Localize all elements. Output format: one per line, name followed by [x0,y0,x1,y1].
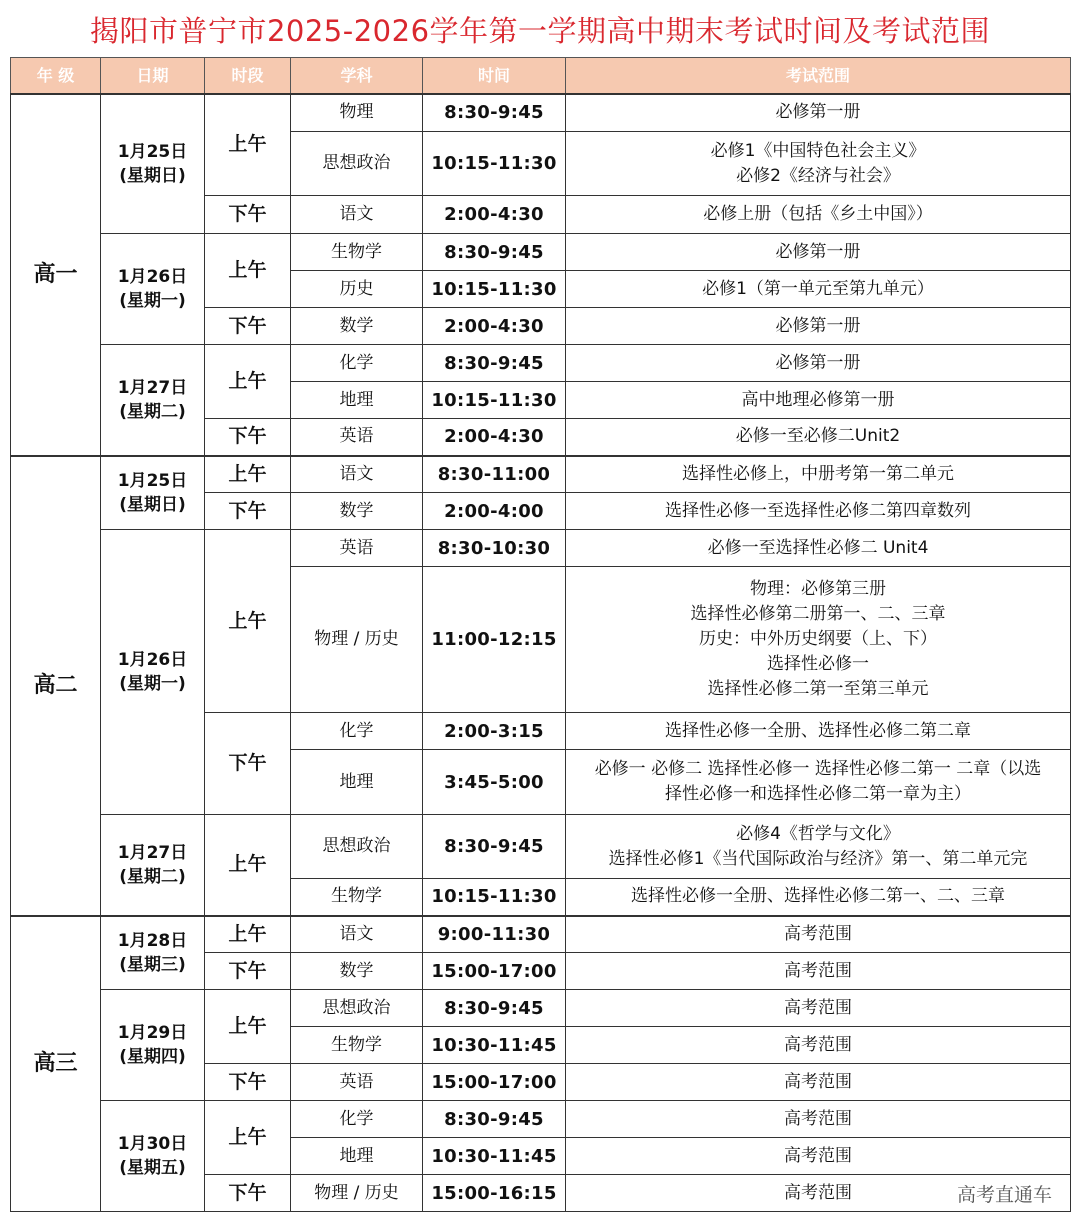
scope-cell [566,1101,1071,1138]
scope-line: 高考范围 [784,923,852,944]
scope-line: 高考范围 [784,1071,852,1092]
scope-line: 必修第一册 [775,352,861,373]
scope-cell [566,567,1071,713]
scope-cell [566,456,1071,493]
date-cell [101,94,205,234]
scope-cell [566,382,1071,419]
scope-line: 必修一至选择性必修二 Unit4 [707,537,929,558]
weekday-text: (星期二) [119,866,186,887]
grade-cell: 高三 [11,916,101,1212]
date-text: 1月27日 [117,377,188,398]
period-cell: 上午 [205,530,291,713]
header-subject: 学科 [291,58,423,94]
scope-line: 选择性必修一全册、选择性必修二第二章 [665,720,971,741]
date-text: 1月30日 [117,1134,188,1154]
header-time: 时间 [423,58,566,94]
period-cell: 下午 [205,713,291,815]
date-text: 1月28日 [117,930,188,951]
time-cell: 8:30-9:45 [423,1101,566,1138]
subject-cell: 生物学 [291,234,423,271]
subject-cell: 化学 [291,713,423,750]
scope-line: 物理：必修第三册 [750,579,886,599]
scope-line: 选择性必修1《当代国际政治与经济》第一、第二单元完 [608,848,1028,869]
subject-cell: 生物学 [291,879,423,916]
time-cell: 10:15-11:30 [423,132,566,196]
time-cell: 2:00-4:30 [423,196,566,234]
period-cell: 上午 [205,94,291,196]
date-text: 1月29日 [117,1023,188,1043]
time-cell: 8:30-9:45 [423,94,566,132]
scope-cell [566,132,1071,196]
exam-schedule-table [10,57,1071,1212]
scope-line: 选择性必修一至选择性必修二第四章数列 [665,500,971,521]
scope-cell [566,953,1071,990]
subject-cell: 语文 [291,916,423,953]
date-cell [101,1101,205,1212]
time-cell: 11:00-12:15 [423,567,566,713]
grade-group [11,916,1071,1212]
time-cell: 15:00-17:00 [423,1064,566,1101]
weekday-text: (星期日) [119,165,186,186]
scope-line: 高考范围 [784,960,852,981]
scope-cell [566,530,1071,567]
subject-cell: 历史 [291,271,423,308]
watermark-text: 高考直通车 [956,1184,1052,1206]
grade-group [11,456,1071,916]
scope-line: 必修第一册 [775,315,861,336]
scope-cell [566,879,1071,916]
subject-cell: 化学 [291,345,423,382]
period-cell: 下午 [205,308,291,345]
date-text: 1月26日 [117,267,188,287]
subject-cell: 思想政治 [291,132,423,196]
time-cell: 2:00-4:30 [423,419,566,456]
table-row [11,456,1071,493]
scope-cell [566,815,1071,879]
weekday-text: (星期二) [119,401,186,422]
header-period: 时段 [205,58,291,94]
time-cell: 9:00-11:30 [423,916,566,953]
subject-cell: 英语 [291,530,423,567]
time-cell: 10:15-11:30 [423,382,566,419]
time-cell: 15:00-16:15 [423,1175,566,1212]
scope-line: 必修4《哲学与文化》 [736,823,900,844]
scope-cell [566,1064,1071,1101]
time-cell: 8:30-10:30 [423,530,566,567]
scope-line: 选择性必修第二册第一、二、三章 [690,604,946,624]
time-cell: 3:45-5:00 [423,750,566,815]
table-row [11,990,1071,1027]
scope-line: 高考范围 [784,1182,852,1203]
scope-line: 选择性必修一全册、选择性必修二第一、二、三章 [631,886,1005,907]
scope-line: 必修一 必修二 选择性必修一 选择性必修二第一 二章（以选 [594,759,1042,779]
date-cell [101,916,205,990]
time-cell: 2:00-4:30 [423,308,566,345]
scope-cell [566,308,1071,345]
scope-cell [566,750,1071,815]
subject-cell: 英语 [291,1064,423,1101]
subject-cell: 地理 [291,1138,423,1175]
header-row [11,58,1071,94]
scope-line: 必修1（第一单元至第九单元） [702,278,934,299]
scope-cell [566,419,1071,456]
subject-cell: 英语 [291,419,423,456]
scope-line: 选择性必修上，中册考第一第二单元 [682,463,954,484]
subject-cell: 地理 [291,750,423,815]
subject-cell: 语文 [291,196,423,234]
period-cell: 下午 [205,1064,291,1101]
table-row [11,345,1071,382]
table-row [11,815,1071,879]
scope-cell [566,345,1071,382]
period-cell: 下午 [205,493,291,530]
scope-line: 历史：中外历史纲要（上、下） [699,629,937,649]
time-cell: 10:30-11:45 [423,1027,566,1064]
scope-cell [566,1138,1071,1175]
date-text: 1月25日 [117,141,188,162]
time-cell: 10:15-11:30 [423,271,566,308]
period-cell: 上午 [205,1101,291,1175]
scope-line: 高考范围 [784,997,852,1018]
date-text: 1月27日 [117,842,188,863]
weekday-text: (星期五) [119,1158,186,1178]
time-cell: 2:00-3:15 [423,713,566,750]
period-cell: 下午 [205,1175,291,1212]
period-cell: 上午 [205,815,291,916]
date-cell [101,530,205,815]
subject-cell: 地理 [291,382,423,419]
table-row [11,916,1071,953]
period-cell: 上午 [205,916,291,953]
scope-line: 高考范围 [784,1145,852,1166]
scope-line: 选择性必修二第一至第三单元 [707,679,929,699]
weekday-text: (星期一) [119,674,186,694]
period-cell: 上午 [205,456,291,493]
date-cell [101,815,205,916]
subject-cell: 语文 [291,456,423,493]
weekday-text: (星期三) [119,954,186,975]
weekday-text: (星期日) [119,494,186,515]
subject-cell: 物理 / 历史 [291,567,423,713]
period-cell: 上午 [205,990,291,1064]
period-cell: 下午 [205,419,291,456]
date-cell [101,345,205,456]
scope-line: 必修1《中国特色社会主义》 [710,140,926,161]
time-cell: 8:30-9:45 [423,990,566,1027]
table-row [11,1101,1071,1138]
subject-cell: 数学 [291,308,423,345]
subject-cell: 思想政治 [291,990,423,1027]
period-cell: 上午 [205,234,291,308]
scope-line: 高考范围 [784,1034,852,1055]
scope-cell [566,990,1071,1027]
subject-cell: 物理 [291,94,423,132]
scope-line: 高中地理必修第一册 [741,389,895,410]
time-cell: 8:30-9:45 [423,815,566,879]
grade-cell: 高一 [11,94,101,456]
header-grade: 年 级 [11,58,101,94]
scope-line: 必修第一册 [775,102,861,123]
subject-cell: 思想政治 [291,815,423,879]
subject-cell: 数学 [291,493,423,530]
scope-line: 高考范围 [784,1108,852,1129]
date-cell [101,234,205,345]
scope-line: 择性必修一和选择性必修二第一章为主） [665,784,971,804]
subject-cell: 物理 / 历史 [291,1175,423,1212]
header-scope: 考试范围 [566,58,1071,94]
table-row [11,94,1071,132]
period-cell: 上午 [205,345,291,419]
time-cell: 8:30-9:45 [423,234,566,271]
weekday-text: (星期一) [119,291,186,311]
scope-line: 必修2《经济与社会》 [736,165,900,186]
time-cell: 2:00-4:00 [423,493,566,530]
subject-cell: 数学 [291,953,423,990]
page-title: 揭阳市普宁市2025-2026学年第一学期高中期末考试时间及考试范围 [89,14,991,48]
date-cell [101,456,205,530]
subject-cell: 化学 [291,1101,423,1138]
scope-line: 必修上册（包括《乡土中国》） [703,204,933,224]
time-cell: 15:00-17:00 [423,953,566,990]
time-cell: 8:30-11:00 [423,456,566,493]
time-cell: 8:30-9:45 [423,345,566,382]
scope-cell [566,271,1071,308]
scope-cell [566,916,1071,953]
scope-cell [566,196,1071,234]
subject-cell: 生物学 [291,1027,423,1064]
scope-cell [566,713,1071,750]
scope-cell [566,94,1071,132]
date-text: 1月25日 [117,470,188,491]
time-cell: 10:15-11:30 [423,879,566,916]
scope-line: 选择性必修一 [767,654,869,674]
date-cell [101,990,205,1101]
grade-group [11,94,1071,456]
weekday-text: (星期四) [119,1047,186,1067]
date-text: 1月26日 [117,650,188,670]
scope-cell [566,234,1071,271]
scope-cell [566,493,1071,530]
scope-cell [566,1027,1071,1064]
scope-line: 必修第一册 [775,241,861,262]
header-date: 日期 [101,58,205,94]
period-cell: 下午 [205,196,291,234]
period-cell: 下午 [205,953,291,990]
table-row [11,234,1071,271]
time-cell: 10:30-11:45 [423,1138,566,1175]
scope-line: 必修一至必修二Unit2 [735,426,901,447]
table-row [11,530,1071,567]
grade-cell: 高二 [11,456,101,916]
